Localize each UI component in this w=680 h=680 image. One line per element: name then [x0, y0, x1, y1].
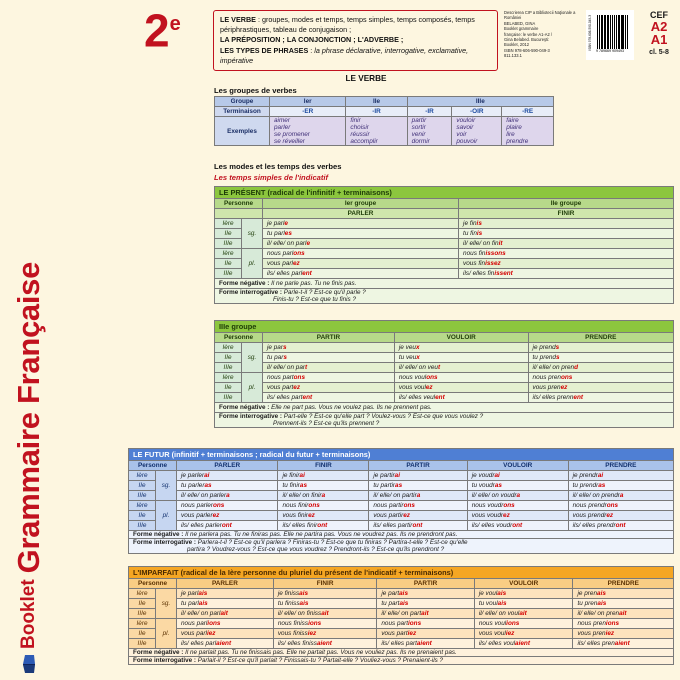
- futur-header-vouloir: VOULOIR: [467, 461, 568, 471]
- terminaison-oir: -OIR: [452, 107, 502, 117]
- table-row: [129, 589, 674, 599]
- present-title: LE PRÉSENT (radical de l'infinitif + terminaisons): [215, 187, 674, 199]
- table-row: [215, 363, 674, 373]
- number-sg: sg.: [156, 471, 177, 501]
- table-row: [129, 521, 674, 531]
- cell-i-parler-2sg: tu parlais: [177, 599, 274, 609]
- cell-i-prendre-1sg: je prenais: [573, 589, 674, 599]
- table-row: [129, 579, 674, 589]
- section-label-indicatif: Les temps simples de l'indicatif: [214, 173, 329, 182]
- imp-header-personne: Personne: [129, 579, 177, 589]
- header-summary-box: LE VERBE : groupes, modes et temps, temps simples, temps composés, temps périphrastiques, tableau de conjugaison ; LA PRÉPOSITION ; LA CONJONCTION ; L'ADVERBE ; LES TYPES DE PHRASES : la phrase déclarative, interrogative, exclamative, impérative: [213, 10, 498, 71]
- cip-metadata: Descrierea CIP a Bibliotecii Naţionale a României BELABED, GINA Booklet grammaire française: le verbe A1-A2 / Gina Belabed. Bucureşti: Booklet, 2012 ISBN 978-606-590-049-3 811.133.1: [504, 10, 576, 59]
- cell-i-partir-3pl: ils/ elles partaient: [377, 639, 474, 649]
- cell-i-prendre-2pl: vous preniez: [573, 629, 674, 639]
- cell-f-parler-1pl: nous parlerons: [177, 501, 278, 511]
- table-row: [215, 259, 674, 269]
- cell-f-finir-3pl: ils/ elles finiront: [278, 521, 369, 531]
- section-label-groupes: Les groupes de verbes: [214, 86, 297, 95]
- cell-vouloir-3pl: ils/ elles veulent: [394, 393, 528, 403]
- cell-i-partir-1sg: je partais: [377, 589, 474, 599]
- table-row: [215, 333, 674, 343]
- table-row: [215, 117, 554, 146]
- table-groupes-verbes: [214, 96, 554, 146]
- cef-level-a2: A2: [650, 19, 668, 34]
- groupes-row-label-terminaison: Terminaison: [215, 107, 270, 117]
- cell-prendre-3sg: il/ elle/ on prend: [528, 363, 673, 373]
- table-row: [215, 373, 674, 383]
- person-1pl: Ière: [129, 501, 156, 511]
- cell-i-vouloir-2pl: vous vouliez: [474, 629, 573, 639]
- cell-i-finir-3pl: ils/ elles finissaient: [273, 639, 376, 649]
- page-title: LE VERBE: [345, 74, 387, 83]
- class-range: cl. 5-8: [649, 49, 669, 56]
- table-row: [215, 413, 674, 428]
- cell-i-prendre-2sg: tu prenais: [573, 599, 674, 609]
- cell-finir-1pl: nous finissons: [459, 249, 674, 259]
- table-row: [129, 649, 674, 657]
- table-row: [215, 187, 674, 199]
- table-row: [129, 481, 674, 491]
- person-3pl: IIIe: [129, 639, 156, 649]
- person-2pl: IIe: [129, 629, 156, 639]
- cell-f-vouloir-3sg: il/ elle/ on voudra: [467, 491, 568, 501]
- table-imparfait: [128, 566, 674, 665]
- cell-f-parler-3sg: il/ elle/ on parlera: [177, 491, 278, 501]
- cell-parler-2sg: tu parles: [263, 229, 459, 239]
- groupes-header-g3: IIIe: [407, 97, 553, 107]
- imp-header-parler: PARLER: [177, 579, 274, 589]
- cell-i-finir-1sg: je finissais: [273, 589, 376, 599]
- table-row: [215, 289, 674, 304]
- table-row: [129, 599, 674, 609]
- table-row: [129, 471, 674, 481]
- person-3pl: IIIe: [129, 521, 156, 531]
- cell-i-vouloir-3pl: ils/ elles voulaient: [474, 639, 573, 649]
- cell-i-prendre-3sg: il/ elle/ on prenait: [573, 609, 674, 619]
- table-row: [129, 511, 674, 521]
- cell-partir-1pl: nous partons: [263, 373, 395, 383]
- futur-title: LE FUTUR (infinitif + terminaisons ; radical du futur + terminaisons): [129, 449, 674, 461]
- cell-i-parler-3sg: il/ elle/ on parlait: [177, 609, 274, 619]
- table-row: [215, 279, 674, 289]
- table-row: [129, 639, 674, 649]
- table-row: [215, 107, 554, 117]
- cell-parler-1pl: nous parlons: [263, 249, 459, 259]
- cell-parler-1sg: je parle: [263, 219, 459, 229]
- table-row: [129, 609, 674, 619]
- cell-i-parler-1pl: nous parlions: [177, 619, 274, 629]
- section-label-modes: Les modes et les temps des verbes: [214, 162, 342, 171]
- cell-f-finir-1pl: nous finirons: [278, 501, 369, 511]
- table-row: [129, 619, 674, 629]
- table-row: [215, 269, 674, 279]
- cell-vouloir-2sg: tu veux: [394, 353, 528, 363]
- cell-f-partir-1sg: je partirai: [369, 471, 467, 481]
- table-row: [215, 249, 674, 259]
- cell-f-prendre-2sg: tu prendras: [568, 481, 673, 491]
- cell-f-prendre-1sg: je prendrai: [568, 471, 673, 481]
- table-row: [129, 657, 674, 665]
- cell-partir-2pl: vous partez: [263, 383, 395, 393]
- groupes-header-groupe: Groupe: [215, 97, 270, 107]
- imparfait-forme-interrogative: Forme interrogative : Parlait-il ? Est-ce qu'il parlait ? Finissais-tu ? Partait-elle ? Vouliez-vous ? Prenaient-ils ?: [129, 657, 674, 665]
- table-row: [215, 209, 674, 219]
- person-1pl: Ière: [215, 249, 242, 259]
- person-2sg: IIe: [129, 481, 156, 491]
- person-2sg: IIe: [129, 599, 156, 609]
- cell-f-parler-3pl: ils/ elles parleront: [177, 521, 278, 531]
- present-verb-finir: FINIR: [459, 209, 674, 219]
- person-2sg: IIe: [215, 353, 242, 363]
- present-verb-parler: PARLER: [263, 209, 459, 219]
- cell-prendre-2sg: tu prends: [528, 353, 673, 363]
- g3-forme-interrogative: Forme interrogative : Part-elle ? Est-ce qu'elle part ? Voulez-vous ? Est-ce que vous voulez ? Prennent-ils ? Est-ce qu'ils prennent ?: [215, 413, 674, 428]
- examples-g1: aimer parler se promener se réveiller: [270, 117, 346, 146]
- cell-i-partir-2pl: vous partiez: [377, 629, 474, 639]
- cell-parler-3pl: ils/ elles parlent: [263, 269, 459, 279]
- cell-f-prendre-3pl: ils/ elles prendront: [568, 521, 673, 531]
- g3-header-vouloir: VOULOIR: [394, 333, 528, 343]
- imp-header-vouloir: VOULOIR: [474, 579, 573, 589]
- number-pl: pl.: [242, 249, 263, 279]
- futur-forme-interrogative: Forme interrogative : Parlera-t-il ? Est-ce qu'il parlera ? Finiras-tu ? Est-ce que tu finiras ? Partira-t-elle ? Est-ce qu'elle partira ? Voudrez-vous ? Est-ce que vous voudrez ? Prendront-ils ? Est-ce qu'ils prendront ?: [129, 539, 674, 554]
- cell-i-vouloir-1pl: nous voulions: [474, 619, 573, 629]
- cell-i-partir-1pl: nous partions: [377, 619, 474, 629]
- cell-f-prendre-1pl: nous prendrons: [568, 501, 673, 511]
- table-row: [215, 393, 674, 403]
- book-logo-icon: [22, 654, 37, 674]
- cell-prendre-3pl: ils/ elles prennent: [528, 393, 673, 403]
- person-1sg: Ière: [129, 589, 156, 599]
- cell-i-vouloir-1sg: je voulais: [474, 589, 573, 599]
- cell-parler-2pl: vous parlez: [263, 259, 459, 269]
- table-row: [215, 403, 674, 413]
- cell-partir-3pl: ils/ elles partent: [263, 393, 395, 403]
- table-row: [215, 321, 674, 333]
- table-futur: [128, 448, 674, 554]
- cell-partir-1sg: je pars: [263, 343, 395, 353]
- cell-prendre-2pl: vous prenez: [528, 383, 673, 393]
- table-row: [215, 383, 674, 393]
- groupes-header-g1: Ier: [270, 97, 346, 107]
- cell-i-partir-3sg: il/ elle/ on partait: [377, 609, 474, 619]
- number-sg: sg.: [242, 219, 263, 249]
- number-pl: pl.: [156, 501, 177, 531]
- futur-header-prendre: PRENDRE: [568, 461, 673, 471]
- person-3sg: IIIe: [129, 609, 156, 619]
- imp-header-finir: FINIR: [273, 579, 376, 589]
- table-row: [129, 461, 674, 471]
- barcode-number: 9 789669 909493: [596, 49, 624, 53]
- spine-booklet-label: Booklet: [18, 579, 39, 649]
- header: [58, 6, 674, 68]
- cell-f-parler-2sg: tu parleras: [177, 481, 278, 491]
- cell-i-partir-2sg: tu partais: [377, 599, 474, 609]
- person-3pl: IIIe: [215, 393, 242, 403]
- cell-i-vouloir-3sg: il/ elle/ on voulait: [474, 609, 573, 619]
- cell-partir-3sg: il/ elle/ on part: [263, 363, 395, 373]
- cell-finir-2sg: tu finis: [459, 229, 674, 239]
- cell-i-parler-1sg: je parlais: [177, 589, 274, 599]
- person-1pl: Ière: [215, 373, 242, 383]
- table-row: [215, 229, 674, 239]
- table-row: [215, 343, 674, 353]
- present-forme-interrogative: Forme interrogative : Parle-t-il ? Est-ce qu'il parle ? Finis-tu ? Est-ce que tu finis ?: [215, 289, 674, 304]
- person-1sg: Ière: [215, 219, 242, 229]
- cell-vouloir-3sg: il/ elle/ on veut: [394, 363, 528, 373]
- cell-f-partir-2sg: tu partiras: [369, 481, 467, 491]
- number-sg: sg.: [156, 589, 177, 619]
- cell-prendre-1sg: je prends: [528, 343, 673, 353]
- barcode: [586, 10, 634, 60]
- examples-g2: finir choisir réussir accomplir: [346, 117, 407, 146]
- number-pl: pl.: [156, 619, 177, 649]
- terminaison-er: -ER: [270, 107, 346, 117]
- g3-forme-negative: Forme négative : Elle ne part pas. Vous ne voulez pas. Ils ne prennent pas.: [215, 403, 674, 413]
- g3-header-partir: PARTIR: [263, 333, 395, 343]
- cell-vouloir-2pl: vous voulez: [394, 383, 528, 393]
- cell-f-vouloir-1pl: nous voudrons: [467, 501, 568, 511]
- table-row: [215, 199, 674, 209]
- cell-i-prendre-3pl: ils/ elles prenaient: [573, 639, 674, 649]
- cell-f-finir-2sg: tu finiras: [278, 481, 369, 491]
- number-pl: pl.: [242, 373, 263, 403]
- table-row: [129, 629, 674, 639]
- table-row: [129, 501, 674, 511]
- g3-header-personne: Personne: [215, 333, 263, 343]
- futur-header-finir: FINIR: [278, 461, 369, 471]
- table-row: [129, 449, 674, 461]
- table-row: [129, 539, 674, 554]
- present-header-personne: Personne: [215, 199, 263, 209]
- issue-number: 2e: [144, 4, 181, 57]
- cell-f-partir-3pl: ils/ elles partiront: [369, 521, 467, 531]
- present-header-g1: Ier groupe: [263, 199, 459, 209]
- table-row: [129, 567, 674, 579]
- table-row: [215, 97, 554, 107]
- table-row: [129, 531, 674, 539]
- groupes-row-label-exemples: Exemples: [215, 117, 270, 146]
- person-1sg: Ière: [215, 343, 242, 353]
- cef-level-a1: A1: [650, 32, 668, 47]
- cell-partir-2sg: tu pars: [263, 353, 395, 363]
- imp-header-partir: PARTIR: [377, 579, 474, 589]
- cell-i-vouloir-2sg: tu voulais: [474, 599, 573, 609]
- cell-i-finir-2pl: vous finissiez: [273, 629, 376, 639]
- present-spacer: [215, 209, 263, 219]
- cell-f-finir-2pl: vous finirez: [278, 511, 369, 521]
- person-2sg: IIe: [215, 229, 242, 239]
- table-present-groupe3: [214, 320, 674, 428]
- spine-band: [0, 0, 58, 680]
- cell-f-partir-1pl: nous partirons: [369, 501, 467, 511]
- cell-i-parler-2pl: vous parliez: [177, 629, 274, 639]
- cell-f-parler-1sg: je parlerai: [177, 471, 278, 481]
- cef-levels: [638, 10, 680, 56]
- cef-label: CEF: [650, 10, 668, 20]
- person-2pl: IIe: [129, 511, 156, 521]
- cell-f-vouloir-2pl: vous voudrez: [467, 511, 568, 521]
- person-3pl: IIIe: [215, 269, 242, 279]
- examples-g3-oir: vouloir savoir voir pouvoir: [452, 117, 502, 146]
- imp-header-prendre: PRENDRE: [573, 579, 674, 589]
- groupes-header-g2: IIe: [346, 97, 407, 107]
- examples-g3-re: faire plaire lire prendre: [502, 117, 554, 146]
- cell-f-vouloir-1sg: je voudrai: [467, 471, 568, 481]
- barcode-isbn-text: ISBN 978-606-590-049-3: [588, 15, 592, 51]
- cell-f-vouloir-2sg: tu voudras: [467, 481, 568, 491]
- cell-f-partir-3sg: il/ elle/ on partira: [369, 491, 467, 501]
- cell-f-parler-2pl: vous parlerez: [177, 511, 278, 521]
- g3-header-prendre: PRENDRE: [528, 333, 673, 343]
- cell-finir-1sg: je finis: [459, 219, 674, 229]
- cell-vouloir-1pl: nous voulons: [394, 373, 528, 383]
- cell-f-partir-2pl: vous partirez: [369, 511, 467, 521]
- person-3sg: IIIe: [129, 491, 156, 501]
- cell-i-finir-3sg: il/ elle/ on finissait: [273, 609, 376, 619]
- table-row: [215, 239, 674, 249]
- spine-title: Grammaire Française: [11, 261, 46, 574]
- person-3sg: IIIe: [215, 239, 242, 249]
- cell-f-vouloir-3pl: ils/ elles voudront: [467, 521, 568, 531]
- futur-header-personne: Personne: [129, 461, 177, 471]
- terminaison-ir2: -IR: [346, 107, 407, 117]
- person-1sg: Ière: [129, 471, 156, 481]
- person-3sg: IIIe: [215, 363, 242, 373]
- imparfait-forme-negative: Forme négative : Il ne parlait pas. Tu ne finissais pas. Elle ne partait pas. Vous ne vouliez pas. Ils ne prenaient pas.: [129, 649, 674, 657]
- person-2pl: IIe: [215, 383, 242, 393]
- person-1pl: Ière: [129, 619, 156, 629]
- cell-finir-3pl: ils/ elles finissent: [459, 269, 674, 279]
- table-present: [214, 186, 674, 304]
- cell-finir-3sg: il/ elle/ on finit: [459, 239, 674, 249]
- number-sg: sg.: [242, 343, 263, 373]
- terminaison-re: -RE: [502, 107, 554, 117]
- table-row: [129, 491, 674, 501]
- present-forme-negative: Forme négative : Il ne parle pas. Tu ne finis pas.: [215, 279, 674, 289]
- examples-g3-ir: partir sortir venir dormir: [407, 117, 452, 146]
- cell-f-prendre-3sg: il/ elle/ on prendra: [568, 491, 673, 501]
- cell-vouloir-1sg: je veux: [394, 343, 528, 353]
- person-2pl: IIe: [215, 259, 242, 269]
- cell-prendre-1pl: nous prenons: [528, 373, 673, 383]
- cell-parler-3sg: il/ elle/ on parle: [263, 239, 459, 249]
- cell-i-finir-2sg: tu finissais: [273, 599, 376, 609]
- terminaison-ir3: -IR: [407, 107, 452, 117]
- cell-f-prendre-2pl: vous prendrez: [568, 511, 673, 521]
- imparfait-title: L'IMPARFAIT (radical de la Ière personne du pluriel du présent de l'indicatif + terminaisons): [129, 567, 674, 579]
- cell-i-finir-1pl: nous finissions: [273, 619, 376, 629]
- table-row: [215, 219, 674, 229]
- cell-i-parler-3pl: ils/ elles parlaient: [177, 639, 274, 649]
- present-g3-title: IIIe groupe: [215, 321, 674, 333]
- present-header-g2: IIe groupe: [459, 199, 674, 209]
- cell-i-prendre-1pl: nous prenions: [573, 619, 674, 629]
- futur-forme-negative: Forme négative : Il ne parlera pas. Tu ne finiras pas. Elle ne partira pas. Vous ne voudrez pas. Ils ne prendront pas.: [129, 531, 674, 539]
- futur-header-parler: PARLER: [177, 461, 278, 471]
- cell-f-finir-1sg: je finirai: [278, 471, 369, 481]
- cell-finir-2pl: vous finissez: [459, 259, 674, 269]
- futur-header-partir: PARTIR: [369, 461, 467, 471]
- table-row: [215, 353, 674, 363]
- cell-f-finir-3sg: il/ elle/ on finira: [278, 491, 369, 501]
